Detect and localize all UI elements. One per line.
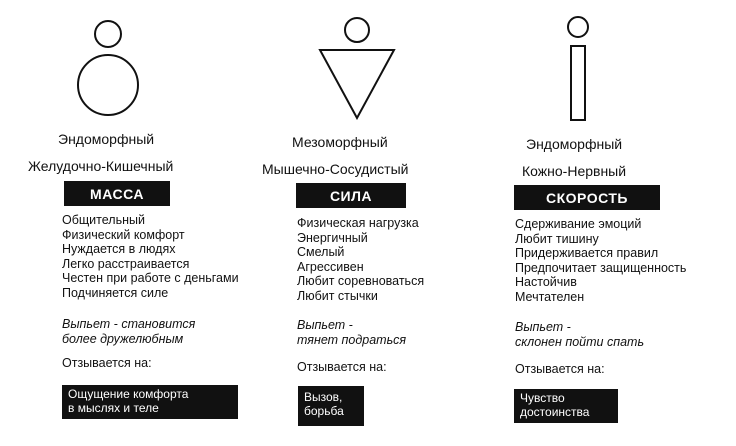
mesomorph-figure: [316, 8, 398, 120]
col3-drink-note: [515, 320, 644, 349]
col3-type-name: Эндоморфный: [526, 136, 623, 152]
col3-response-box: [514, 389, 618, 423]
trait-item: Смелый: [297, 245, 345, 260]
drink-line: тянет подраться: [297, 332, 407, 347]
trait-item: Сдерживание эмоций: [515, 217, 642, 231]
col1-drink-note: [62, 317, 195, 346]
col2-drink-note: [297, 318, 406, 347]
response-line: в мыслях и теле: [68, 400, 159, 415]
col2-badge: СИЛА: [296, 183, 406, 208]
trait-item: Настойчив: [515, 275, 577, 290]
col2-responds-label: Отзывается на:: [297, 360, 387, 374]
col2-type-name: Мезоморфный: [292, 134, 388, 150]
trait-item: Предпочитает защищенность: [515, 260, 687, 275]
col3-traits: [515, 217, 686, 305]
trait-item: Любит тишину: [515, 231, 599, 246]
trait-item: Придерживается правил: [515, 246, 659, 261]
response-line: Вызов,: [304, 390, 343, 404]
trait-item: Мечтателен: [515, 289, 585, 304]
drink-line: более дружелюбным: [62, 331, 184, 346]
trait-item: Честен при работе с деньгами: [62, 271, 239, 286]
col1-type-name: Эндоморфный: [58, 131, 155, 147]
col1-responds-label: Отзывается на:: [62, 356, 152, 370]
trait-item: Физический комфорт: [62, 227, 185, 242]
trait-item: Любит соревноваться: [297, 274, 425, 289]
trait-item: Любит стычки: [297, 288, 378, 303]
drink-line: Выпьет -: [515, 320, 571, 334]
endomorph-figure: [72, 10, 144, 122]
drink-line: Выпьет - становится: [62, 317, 196, 331]
col1-badge: МАССА: [64, 181, 170, 206]
trait-item: Агрессивен: [297, 259, 364, 274]
response-line: Чувство: [520, 391, 565, 405]
trait-item: Энергичный: [297, 230, 368, 245]
col3-responds-label: Отзывается на:: [515, 362, 605, 376]
col3-system: Кожно-Нервный: [522, 163, 627, 179]
trait-item: Нуждается в людях: [62, 242, 176, 257]
trait-item: Легко расстраивается: [62, 256, 190, 271]
response-line: борьба: [304, 403, 344, 418]
response-line: Ощущение комфорта: [68, 387, 189, 401]
response-line: достоинства: [520, 404, 590, 419]
drink-line: склонен пойти спать: [515, 334, 645, 349]
trait-item: Подчиняется силе: [62, 285, 169, 300]
col1-traits: [62, 213, 239, 301]
col1-response-box: [62, 385, 238, 419]
col2-traits: [297, 216, 424, 304]
col3-badge: СКОРОСТЬ: [514, 185, 660, 210]
trait-item: Физическая нагрузка: [297, 216, 419, 230]
trait-item: Общительный: [62, 213, 145, 227]
ectomorph-figure: [554, 10, 602, 122]
col2-system: Мышечно-Сосудистый: [262, 161, 409, 177]
drink-line: Выпьет -: [297, 318, 353, 332]
col1-system: Желудочно-Кишечный: [28, 158, 174, 174]
col2-response-box: [298, 386, 364, 426]
